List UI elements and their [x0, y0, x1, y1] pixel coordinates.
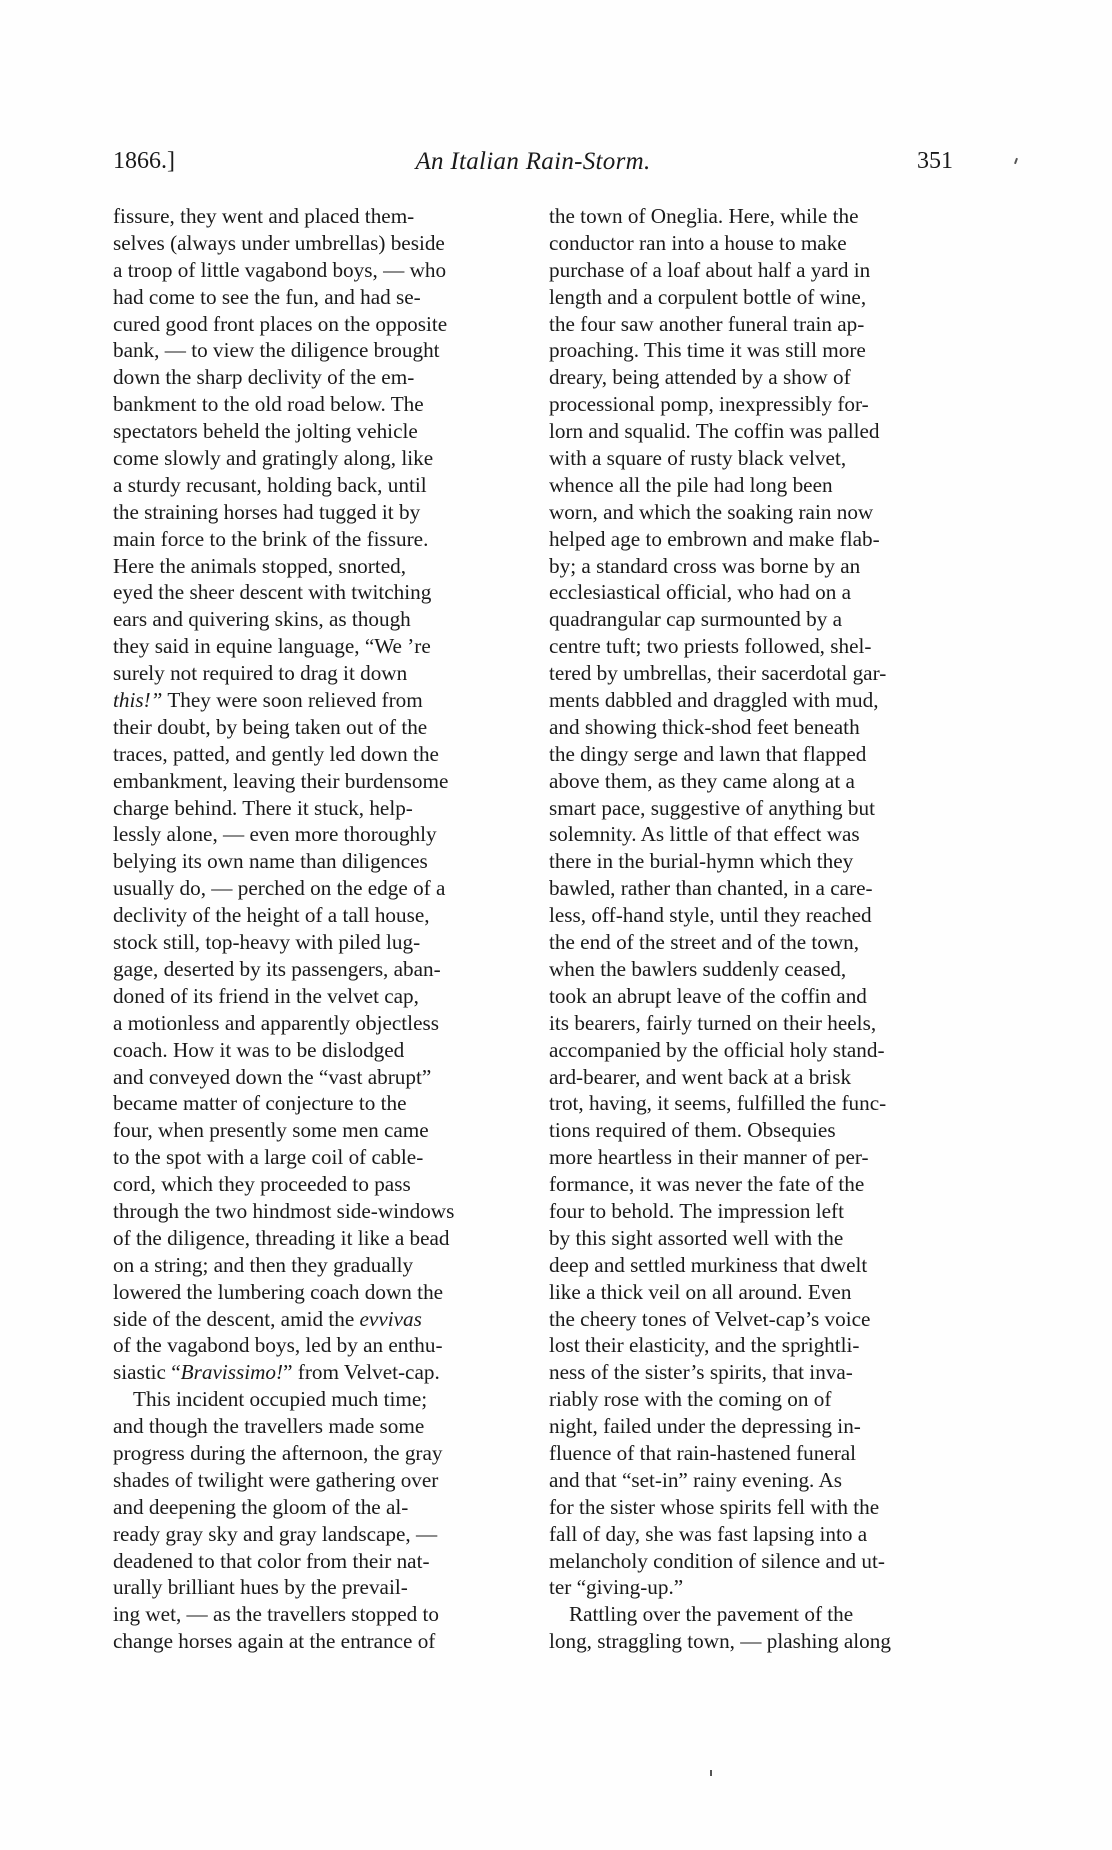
text-line: had come to see the fun, and had se- — [113, 284, 421, 309]
text-line: charge behind. There it stuck, help- — [113, 795, 413, 820]
text-line: gage, deserted by its passengers, aban- — [113, 956, 441, 981]
text-line: selves (always under umbrellas) beside — [113, 230, 445, 255]
text-line: ard-bearer, and went back at a brisk — [549, 1064, 852, 1089]
text-line: the dingy serge and lawn that flapped — [549, 741, 867, 766]
text-line: there in the burial-hymn which they — [549, 849, 854, 874]
text-fragment: ” from Velvet-cap. — [283, 1360, 440, 1385]
text-line: ments dabbled and draggled with mud, — [549, 688, 879, 713]
text-line: main force to the brink of the fissure. — [113, 526, 429, 551]
text-line: of the vagabond boys, led by an enthu- — [113, 1333, 443, 1358]
text-line: accompanied by the official holy stand- — [549, 1037, 885, 1062]
text-line: and showing thick-shod feet beneath — [549, 714, 860, 739]
right-column — [549, 203, 953, 1655]
text-line: their doubt, by being taken out of the — [113, 714, 428, 739]
text-line: cord, which they proceeded to pass — [113, 1172, 411, 1197]
text-line: long, straggling town, — plashing along — [549, 1629, 891, 1654]
text-line: progress during the afternoon, the gray — [113, 1440, 443, 1465]
text-line: come slowly and gratingly along, like — [113, 446, 434, 471]
text-line: bank, — to view the diligence brought — [113, 338, 440, 363]
text-line: conductor ran into a house to make — [549, 230, 847, 255]
text-line: length and a corpulent bottle of wine, — [549, 284, 867, 309]
text-line: a sturdy recusant, holding back, until — [113, 472, 427, 497]
text-line: they said in equine language, “We ’re — [113, 634, 431, 659]
text-line: a motionless and apparently objectless — [113, 1010, 439, 1035]
text-line: Rattling over the pavement of the — [569, 1602, 854, 1627]
text-line: dreary, being attended by a show of — [549, 365, 851, 390]
text-line: and conveyed down the “vast abrupt” — [113, 1064, 432, 1089]
text-line: formance, it was never the fate of the — [549, 1172, 865, 1197]
text-line: smart pace, suggestive of anything but — [549, 795, 875, 820]
text-line: worn, and which the soaking rain now — [549, 499, 874, 524]
text-line: became matter of conjecture to the — [113, 1091, 407, 1116]
text-line: night, failed under the depressing in- — [549, 1414, 861, 1439]
text-line: like a thick veil on all around. Even — [549, 1279, 852, 1304]
text-line: four to behold. The impression left — [549, 1198, 845, 1223]
text-line: proaching. This time it was still more — [549, 338, 866, 363]
text-line: ing wet, — as the travellers stopped to — [113, 1602, 439, 1627]
text-line: the four saw another funeral train ap- — [549, 311, 865, 336]
text-line: surely not required to drag it down — [113, 661, 408, 686]
text-fragment: siastic “ — [113, 1360, 181, 1385]
text-line: lorn and squalid. The coffin was palled — [549, 419, 880, 444]
text-line: less, off-hand style, until they reached — [549, 903, 872, 928]
text-line: above them, as they came along at a — [549, 768, 855, 793]
text-line: of the diligence, threading it like a bead — [113, 1225, 450, 1250]
text-line: belying its own name than diligences — [113, 849, 428, 874]
text-line: melancholy condition of silence and ut- — [549, 1548, 885, 1573]
text-line: the cheery tones of Velvet-cap’s voice — [549, 1306, 871, 1331]
text-line: a troop of little vagabond boys, — who — [113, 257, 447, 282]
text-line: fissure, they went and placed them- — [113, 204, 415, 228]
text-line: doned of its friend in the velvet cap, — [113, 983, 419, 1008]
text-line: eyed the sheer descent with twitching — [113, 580, 432, 605]
text-line: by; a standard cross was borne by an — [549, 553, 861, 578]
text-line: through the two hindmost side-windows — [113, 1198, 455, 1223]
text-line: and deepening the gloom of the al- — [113, 1494, 409, 1519]
text-line: solemnity. As little of that effect was — [549, 822, 860, 847]
text-line: ter “giving-up.” — [549, 1575, 684, 1600]
text-line: stock still, top-heavy with piled lug- — [113, 930, 421, 955]
text-line — [113, 1306, 521, 1333]
text-line: by this sight assorted well with the — [549, 1225, 844, 1250]
text-line: for the sister whose spirits fell with the — [549, 1494, 880, 1519]
text-line: bawled, rather than chanted, in a care- — [549, 876, 873, 901]
text-line: four, when presently some men came — [113, 1118, 429, 1143]
text-line: bankment to the old road below. The — [113, 392, 424, 417]
header-title: An Italian Rain-Storm. — [415, 148, 651, 175]
text-line: and though the travellers made some — [113, 1414, 425, 1439]
text-fragment: They were soon relieved from — [162, 688, 423, 713]
text-fragment: side of the descent, amid the — [113, 1306, 360, 1331]
text-line: helped age to embrown and make flab- — [549, 526, 880, 551]
text-line: lessly alone, — even more thoroughly — [113, 822, 437, 847]
text-line: quadrangular cap surmounted by a — [549, 607, 842, 632]
text-line: tered by umbrellas, their sacerdotal gar- — [549, 661, 887, 686]
text-line: usually do, — perched on the edge of a — [113, 876, 446, 901]
running-header — [113, 148, 953, 182]
text-line: ears and quivering skins, as though — [113, 607, 411, 632]
text-line: declivity of the height of a tall house, — [113, 903, 430, 928]
text-line: whence all the pile had long been — [549, 472, 833, 497]
text-line: the end of the street and of the town, — [549, 930, 860, 955]
text-line: the town of Oneglia. Here, while the — [549, 204, 859, 228]
text-line: Here the animals stopped, snorted, — [113, 553, 407, 578]
italic-text: this!” — [113, 688, 163, 713]
text-line: urally brilliant hues by the prevail- — [113, 1575, 408, 1600]
text-line: ness of the sister’s spirits, that inva- — [549, 1360, 853, 1385]
text-line: processional pomp, inexpressibly for- — [549, 392, 869, 417]
page-number: 351 — [917, 148, 953, 174]
text-line: centre tuft; two priests followed, shel- — [549, 634, 872, 659]
text-line: shades of twilight were gathering over — [113, 1467, 439, 1492]
text-line: This incident occupied much time; — [133, 1387, 428, 1412]
text-line: lost their elasticity, and the sprightli- — [549, 1333, 860, 1358]
text-line: the straining horses had tugged it by — [113, 499, 421, 524]
print-speck — [1014, 158, 1018, 164]
text-line: traces, patted, and gently led down the — [113, 741, 439, 766]
text-line: cured good front places on the opposite — [113, 311, 448, 336]
text-line: tions required of them. Obsequies — [549, 1118, 836, 1143]
text-line: purchase of a loaf about half a yard in — [549, 257, 871, 282]
text-line: coach. How it was to be dislodged — [113, 1037, 405, 1062]
text-line: riably rose with the coming on of — [549, 1387, 832, 1412]
left-column — [113, 203, 521, 1655]
text-line: deep and settled murkiness that dwelt — [549, 1252, 868, 1277]
text-line: when the bawlers suddenly ceased, — [549, 956, 847, 981]
text-line: to the spot with a large coil of cable- — [113, 1145, 424, 1170]
text-line: its bearers, fairly turned on their heels, — [549, 1010, 877, 1035]
italic-text: evvivas — [359, 1306, 422, 1331]
text-line: on a string; and then they gradually — [113, 1252, 414, 1277]
text-line: with a square of rusty black velvet, — [549, 446, 847, 471]
text-line: ecclesiastical official, who had on a — [549, 580, 851, 605]
text-line: embankment, leaving their burdensome — [113, 768, 449, 793]
italic-text: Bravissimo! — [180, 1360, 284, 1385]
text-line: fall of day, she was fast lapsing into a — [549, 1521, 868, 1546]
text-line: deadened to that color from their nat- — [113, 1548, 430, 1573]
text-line: and that “set-in” rainy evening. As — [549, 1467, 843, 1492]
text-line: change horses again at the entrance of — [113, 1629, 436, 1654]
text-line: ready gray sky and gray landscape, — — [113, 1521, 438, 1546]
text-line: more heartless in their manner of per- — [549, 1145, 869, 1170]
text-line: fluence of that rain-hastened funeral — [549, 1440, 857, 1465]
text-line: took an abrupt leave of the coffin and — [549, 983, 867, 1008]
text-line: trot, having, it seems, fulfilled the func- — [549, 1091, 887, 1116]
text-line: spectators beheld the jolting vehicle — [113, 419, 418, 444]
text-line: lowered the lumbering coach down the — [113, 1279, 444, 1304]
text-line — [113, 687, 521, 714]
header-year: 1866.] — [113, 148, 175, 174]
text-line — [113, 1359, 521, 1386]
print-speck — [710, 1770, 712, 1776]
text-line: down the sharp declivity of the em- — [113, 365, 415, 390]
